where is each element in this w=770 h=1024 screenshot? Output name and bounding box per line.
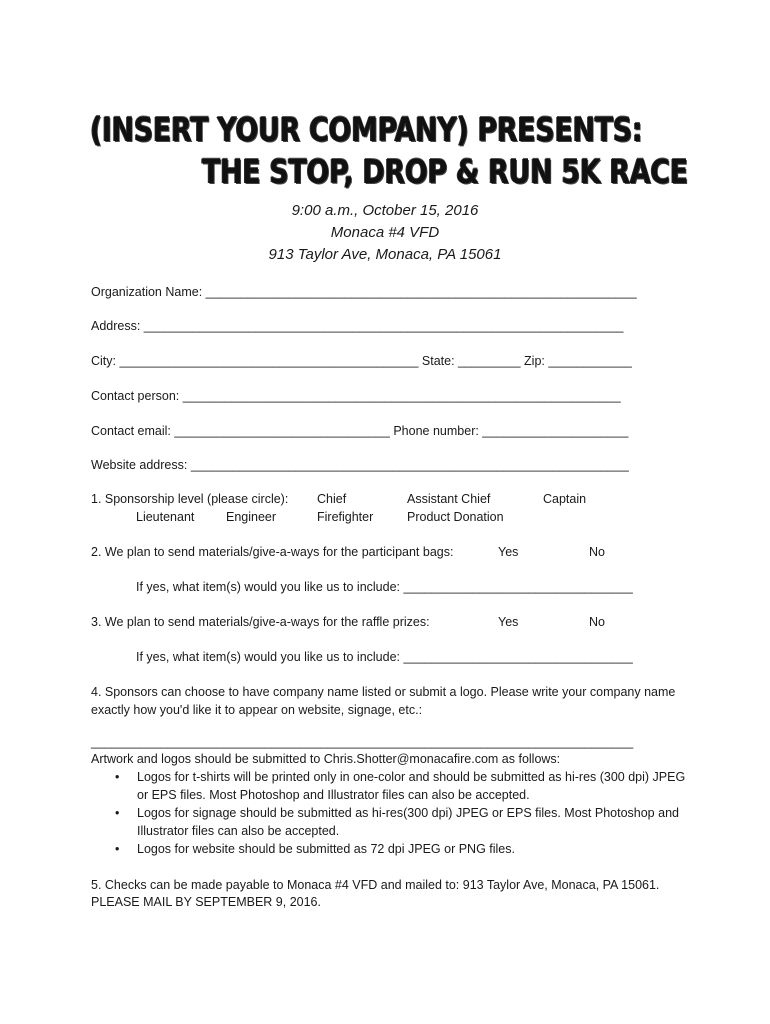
list-item [91, 769, 691, 804]
raffle-question: 3. We plan to send materials/give-a-ways for the raffle prizes: [91, 615, 430, 629]
raffle-yes-option[interactable]: Yes [498, 615, 519, 629]
raffle-items-field[interactable]: If yes, what item(s) would you like us to include: _________________________________ [136, 650, 633, 664]
sponsorship-option-lieutenant[interactable]: Lieutenant [136, 510, 195, 524]
mail-deadline: PLEASE MAIL BY SEPTEMBER 9, 2016. [91, 895, 321, 909]
logo-signage-rule: Logos for signage should be submitted as hi-res(300 dpi) JPEG or EPS files. Most Photoshop and Illustrator files can also be accepted. [137, 806, 679, 838]
payment-instructions: 5. Checks can be made payable to Monaca #4 VFD and mailed to: 913 Taylor Ave, Monaca, PA 15061. [91, 878, 660, 892]
logo-tshirt-rule: Logos for t-shirts will be printed only in one-color and should be submitted as hi-res (300 dpi) JPEG or EPS files. Most Photoshop and Illustrator files can also be accepted. [137, 770, 686, 802]
event-time-date: 9:00 a.m., October 15, 2016 [291, 202, 479, 219]
company-name-field[interactable]: ______________________________________________________________________________ [91, 735, 634, 749]
sponsorship-level-label: 1. Sponsorship level (please circle): [91, 492, 289, 506]
list-item [91, 805, 691, 840]
materials-items-field[interactable]: If yes, what item(s) would you like us to include: _________________________________ [136, 580, 633, 594]
list-item [91, 841, 691, 859]
address-field[interactable]: Address: _____________________________________________________________________ [91, 319, 624, 333]
sponsorship-option-firefighter[interactable]: Firefighter [317, 510, 374, 524]
bullet-icon: • [115, 806, 120, 820]
materials-yes-option[interactable]: Yes [498, 545, 519, 559]
sponsorship-option-assistant-chief[interactable]: Assistant Chief [407, 492, 491, 506]
materials-question: 2. We plan to send materials/give-a-ways for the participant bags: [91, 545, 454, 559]
logo-question: 4. Sponsors can choose to have company name listed or submit a logo. Please write your company name exactly how you'd like it to appear on website, signage, etc.: [91, 685, 676, 717]
sponsorship-option-engineer[interactable]: Engineer [226, 510, 277, 524]
website-address-field[interactable]: Website address: _______________________________________________________________ [91, 458, 629, 472]
logo-requirements-list [91, 769, 691, 860]
logo-website-rule: Logos for website should be submitted as 72 dpi JPEG or PNG files. [137, 842, 515, 856]
title-line-2: THE STOP, DROP & RUN 5K RACE [202, 152, 688, 191]
city-state-zip-field[interactable]: City: ___________________________________________ State: _________ Zip: ____________ [91, 354, 632, 368]
contact-person-field[interactable]: Contact person: _______________________________________________________________ [91, 389, 621, 403]
contact-email-phone-field[interactable]: Contact email: _______________________________ Phone number: _____________________ [91, 424, 629, 438]
event-venue: Monaca #4 VFD [330, 224, 440, 241]
raffle-no-option[interactable]: No [589, 615, 605, 629]
bullet-icon: • [115, 842, 120, 856]
sponsorship-option-product-donation[interactable]: Product Donation [407, 510, 504, 524]
artwork-instructions: Artwork and logos should be submitted to Chris.Shotter@monacafire.com as follows: [91, 752, 561, 766]
title-line-1: (INSERT YOUR COMPANY) PRESENTS: [90, 110, 643, 149]
bullet-icon: • [115, 770, 120, 784]
organization-name-field[interactable]: Organization Name: ______________________________________________________________ [91, 285, 637, 299]
sponsorship-option-chief[interactable]: Chief [317, 492, 347, 506]
materials-no-option[interactable]: No [589, 545, 605, 559]
sponsorship-option-captain[interactable]: Captain [543, 492, 587, 506]
event-address: 913 Taylor Ave, Monaca, PA 15061 [268, 246, 502, 263]
